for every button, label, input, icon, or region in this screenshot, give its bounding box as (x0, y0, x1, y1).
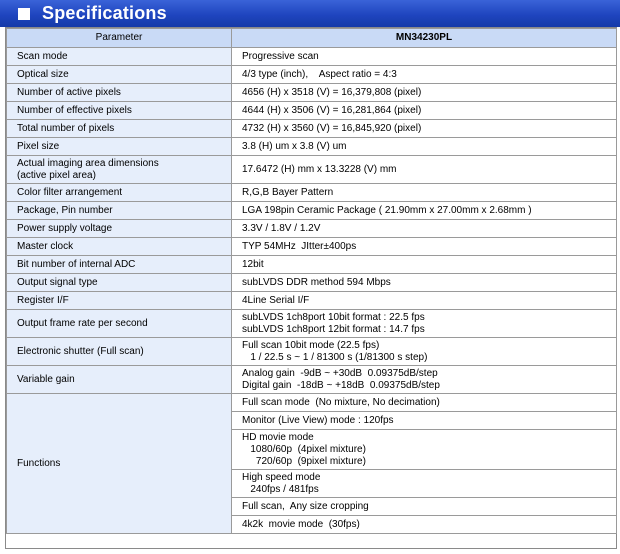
value-text: 3.8 (H) um x 3.8 (V) um (242, 140, 347, 152)
table-row (7, 394, 617, 412)
parameter-cell (7, 256, 232, 274)
parameter-label: Number of active pixels (17, 86, 121, 98)
value-text: 720/60p (9pixel mixture) (242, 455, 366, 467)
value-text: Full scan, Any size cropping (242, 500, 369, 512)
table-row (7, 274, 617, 292)
value-text: 1080/60p (4pixel mixture) (242, 443, 366, 455)
parameter-label: Pixel size (17, 140, 60, 152)
value-text: 240fps / 481fps (242, 483, 319, 495)
parameter-cell (7, 292, 232, 310)
value-cell (232, 184, 617, 202)
parameter-label: Color filter arrangement (17, 186, 123, 198)
value-cell (232, 256, 617, 274)
parameter-label: Package, Pin number (17, 204, 113, 216)
value-text: Digital gain -18dB ~ +18dB 0.09375dB/step (242, 379, 440, 391)
parameter-cell (7, 338, 232, 366)
parameter-label: Master clock (17, 240, 74, 252)
value-text: Full scan mode (No mixture, No decimation) (242, 396, 440, 408)
value-text: TYP 54MHz JItter±400ps (242, 240, 357, 252)
table-row (7, 156, 617, 184)
parameter-cell (7, 66, 232, 84)
bullet-square-icon (18, 8, 30, 20)
table-row (7, 338, 617, 366)
table-row (7, 102, 617, 120)
parameter-cell (7, 310, 232, 338)
value-text: 4/3 type (inch), Aspect ratio = 4:3 (242, 68, 397, 80)
table-row (7, 120, 617, 138)
table-row (7, 292, 617, 310)
value-text: 4Line Serial I/F (242, 294, 310, 306)
section-header (0, 0, 620, 27)
value-cell (232, 84, 617, 102)
value-cell (232, 220, 617, 238)
parameter-label: Functions (17, 457, 61, 469)
table-row (7, 256, 617, 274)
value-text: 4732 (H) x 3560 (V) = 16,845,920 (pixel) (242, 122, 422, 134)
column-header-parameter: Parameter (7, 29, 232, 48)
value-text: LGA 198pin Ceramic Package ( 21.90mm x 27.00mm x 2.68mm ) (242, 204, 532, 216)
table-row (7, 184, 617, 202)
parameter-label: Register I/F (17, 294, 69, 306)
value-text: 1 / 22.5 s ~ 1 / 81300 s (1/81300 s step) (242, 351, 428, 363)
value-cell (232, 516, 617, 534)
parameter-label: (active pixel area) (17, 169, 96, 181)
value-text: R,G,B Bayer Pattern (242, 186, 334, 198)
specifications-table (6, 28, 617, 534)
value-text: subLVDS DDR method 594 Mbps (242, 276, 391, 288)
table-row (7, 238, 617, 256)
parameter-label: Electronic shutter (Full scan) (17, 345, 144, 357)
value-cell (232, 310, 617, 338)
value-cell (232, 292, 617, 310)
value-text: Analog gain -9dB ~ +30dB 0.09375dB/step (242, 367, 438, 379)
table-row (7, 310, 617, 338)
parameter-label: Variable gain (17, 373, 75, 385)
value-text: 4k2k movie mode (30fps) (242, 518, 360, 530)
value-cell (232, 238, 617, 256)
parameter-cell (7, 102, 232, 120)
value-cell (232, 66, 617, 84)
parameter-label: Scan mode (17, 50, 68, 62)
value-cell (232, 366, 617, 394)
value-text: 4656 (H) x 3518 (V) = 16,379,808 (pixel) (242, 86, 422, 98)
value-text: 3.3V / 1.8V / 1.2V (242, 222, 321, 234)
parameter-cell (7, 202, 232, 220)
table-row (7, 48, 617, 66)
value-text: Monitor (Live View) mode : 120fps (242, 414, 394, 426)
parameter-label: Output signal type (17, 276, 98, 288)
parameter-label: Bit number of internal ADC (17, 258, 136, 270)
parameter-cell (7, 84, 232, 102)
parameter-label: Optical size (17, 68, 69, 80)
value-cell (232, 102, 617, 120)
value-cell (232, 202, 617, 220)
section-title: Specifications (42, 3, 167, 23)
table-row (7, 366, 617, 394)
parameter-label: Number of effective pixels (17, 104, 132, 116)
parameter-cell (7, 120, 232, 138)
parameter-cell (7, 274, 232, 292)
value-cell (232, 120, 617, 138)
value-cell (232, 430, 617, 470)
parameter-label: Output frame rate per second (17, 317, 148, 329)
parameter-cell (7, 48, 232, 66)
value-cell (232, 48, 617, 66)
parameter-label: Actual imaging area dimensions (17, 157, 159, 169)
value-text: 4644 (H) x 3506 (V) = 16,281,864 (pixel) (242, 104, 422, 116)
value-cell (232, 338, 617, 366)
table-header-row (7, 29, 617, 48)
table-row (7, 202, 617, 220)
table-row (7, 84, 617, 102)
table-body (7, 48, 617, 534)
table-row (7, 220, 617, 238)
parameter-label: Power supply voltage (17, 222, 113, 234)
value-text: subLVDS 1ch8port 12bit format : 14.7 fps (242, 323, 425, 335)
column-header-model: MN34230PL (232, 29, 617, 48)
value-cell (232, 412, 617, 430)
parameter-label: Total number of pixels (17, 122, 115, 134)
parameter-cell (7, 238, 232, 256)
value-cell (232, 470, 617, 498)
value-cell (232, 274, 617, 292)
parameter-cell (7, 220, 232, 238)
parameter-cell (7, 394, 232, 534)
value-text: 17.6472 (H) mm x 13.3228 (V) mm (242, 163, 397, 175)
parameter-cell (7, 366, 232, 394)
value-cell (232, 394, 617, 412)
value-cell (232, 156, 617, 184)
value-text: subLVDS 1ch8port 10bit format : 22.5 fps (242, 311, 425, 323)
value-cell (232, 138, 617, 156)
table-row (7, 66, 617, 84)
specifications-table-container (5, 27, 617, 549)
value-text: High speed mode (242, 471, 321, 483)
value-text: 12bit (242, 258, 264, 270)
parameter-cell (7, 156, 232, 184)
parameter-cell (7, 184, 232, 202)
value-text: Progressive scan (242, 50, 319, 62)
table-row (7, 138, 617, 156)
parameter-cell (7, 138, 232, 156)
value-text: HD movie mode (242, 431, 314, 443)
value-cell (232, 498, 617, 516)
value-text: Full scan 10bit mode (22.5 fps) (242, 339, 380, 351)
